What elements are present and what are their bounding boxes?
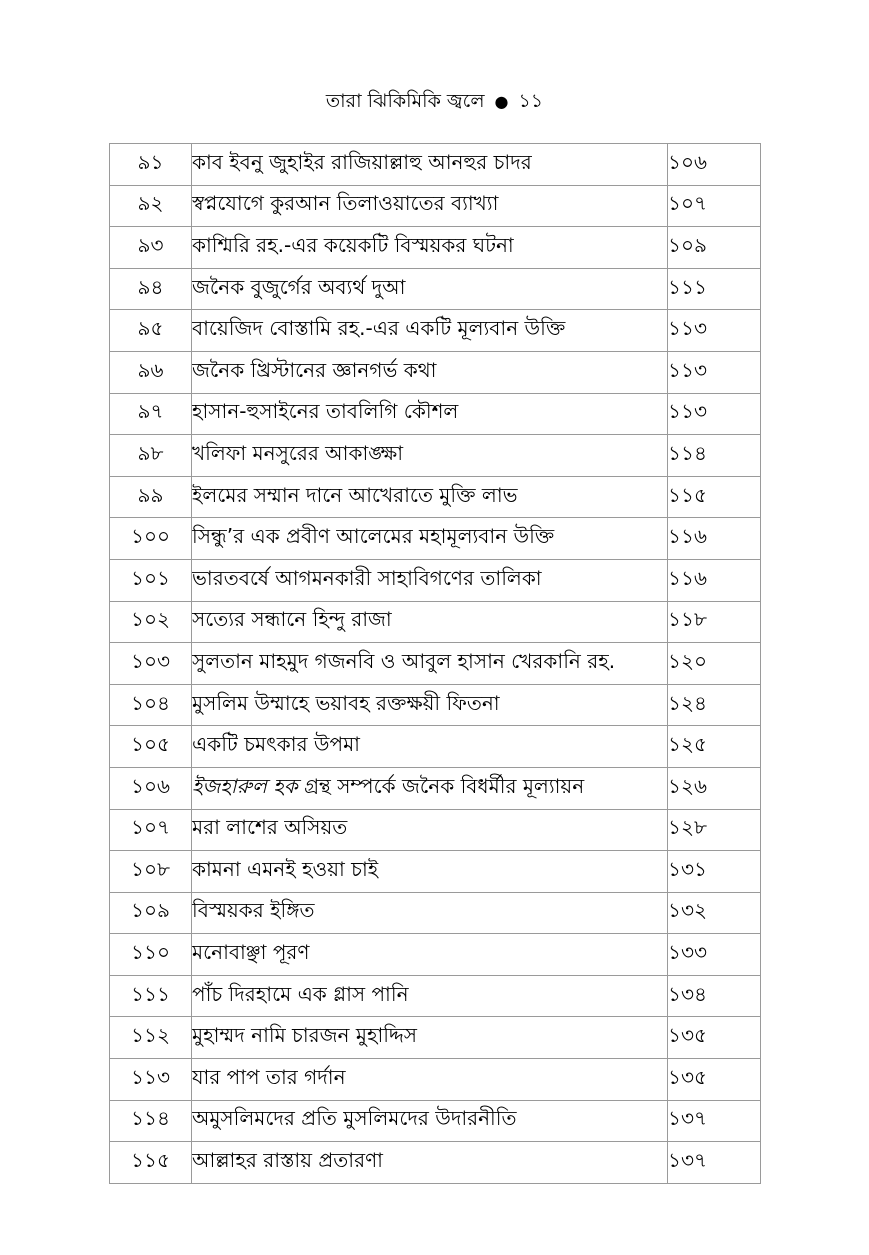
entry-title: বায়েজিদ বোস্তামি রহ.-এর একটি মূল্যবান উক্তি bbox=[192, 310, 668, 352]
entry-number: ৯৮ bbox=[110, 435, 192, 477]
toc-body bbox=[110, 144, 761, 1184]
table-row bbox=[110, 851, 761, 893]
entry-page: ১২৫ bbox=[668, 726, 761, 768]
entry-page: ১২৮ bbox=[668, 809, 761, 851]
entry-title: জনৈক বুজুর্গের অব্যর্থ দুআ bbox=[192, 268, 668, 310]
table-row bbox=[110, 144, 761, 186]
entry-title: স্বপ্নযোগে কুরআন তিলাওয়াতের ব্যাখ্যা bbox=[192, 185, 668, 227]
table-row bbox=[110, 809, 761, 851]
table-row bbox=[110, 1017, 761, 1059]
entry-page: ১১৬ bbox=[668, 559, 761, 601]
entry-number: ৯৫ bbox=[110, 310, 192, 352]
table-row bbox=[110, 767, 761, 809]
table-row bbox=[110, 1142, 761, 1184]
entry-page: ১৩৫ bbox=[668, 1017, 761, 1059]
table-row bbox=[110, 1100, 761, 1142]
table-row bbox=[110, 643, 761, 685]
page-header bbox=[0, 86, 869, 117]
entry-number: ১০২ bbox=[110, 601, 192, 643]
entry-title: একটি চমৎকার উপমা bbox=[192, 726, 668, 768]
page-number: ১১ bbox=[518, 90, 544, 112]
table-row bbox=[110, 559, 761, 601]
table-row bbox=[110, 975, 761, 1017]
entry-number: ১১৪ bbox=[110, 1100, 192, 1142]
entry-title: যার পাপ তার গর্দান bbox=[192, 1059, 668, 1101]
entry-title: আল্লাহর রাস্তায় প্রতারণা bbox=[192, 1142, 668, 1184]
entry-page: ১২৬ bbox=[668, 767, 761, 809]
table-row bbox=[110, 684, 761, 726]
entry-title: সিন্ধু’র এক প্রবীণ আলেমের মহামূল্যবান উক্তি bbox=[192, 518, 668, 560]
table-row bbox=[110, 476, 761, 518]
entry-page: ১১৩ bbox=[668, 351, 761, 393]
entry-number: ১০৪ bbox=[110, 684, 192, 726]
entry-title: মরা লাশের অসিয়ত bbox=[192, 809, 668, 851]
entry-number: ১০১ bbox=[110, 559, 192, 601]
entry-title: মুসলিম উম্মাহে ভয়াবহ রক্তক্ষয়ী ফিতনা bbox=[192, 684, 668, 726]
separator-bullet: ● bbox=[494, 92, 509, 111]
entry-title: মনোবাঞ্ছা পূরণ bbox=[192, 934, 668, 976]
entry-number: ১০৮ bbox=[110, 851, 192, 893]
book-title: তারা ঝিকিমিকি জ্বলে bbox=[325, 90, 485, 112]
table-row bbox=[110, 185, 761, 227]
entry-title: বিস্ময়কর ইঙ্গিত bbox=[192, 892, 668, 934]
entry-title: মুহাম্মদ নামি চারজন মুহাদ্দিস bbox=[192, 1017, 668, 1059]
entry-number: ১০৩ bbox=[110, 643, 192, 685]
table-row bbox=[110, 934, 761, 976]
entry-title: কাব ইবনু জুহাইর রাজিয়াল্লাহু আনহুর চাদর bbox=[192, 144, 668, 186]
table-row bbox=[110, 227, 761, 269]
entry-title: জনৈক খ্রিস্টানের জ্ঞানগর্ভ কথা bbox=[192, 351, 668, 393]
entry-page: ১৩৪ bbox=[668, 975, 761, 1017]
entry-page: ১১১ bbox=[668, 268, 761, 310]
entry-number: ১০৭ bbox=[110, 809, 192, 851]
entry-title: পাঁচ দিরহামে এক গ্লাস পানি bbox=[192, 975, 668, 1017]
entry-title: হাসান-হুসাইনের তাবলিগি কৌশল bbox=[192, 393, 668, 435]
table-of-contents bbox=[109, 143, 761, 1184]
entry-number: ১১২ bbox=[110, 1017, 192, 1059]
entry-title: কাশ্মিরি রহ.-এর কয়েকটি বিস্ময়কর ঘটনা bbox=[192, 227, 668, 269]
entry-number: ১১১ bbox=[110, 975, 192, 1017]
entry-page: ১১৬ bbox=[668, 518, 761, 560]
entry-title bbox=[192, 767, 668, 809]
entry-number: ১০৬ bbox=[110, 767, 192, 809]
entry-title: কামনা এমনই হওয়া চাই bbox=[192, 851, 668, 893]
entry-title: খলিফা মনসুরের আকাঙ্ক্ষা bbox=[192, 435, 668, 477]
entry-page: ১০৯ bbox=[668, 227, 761, 269]
entry-title-rest: গ্রন্থ সম্পর্কে জনৈক বিধর্মীর মূল্যায়ন bbox=[297, 773, 585, 798]
entry-page: ১৩২ bbox=[668, 892, 761, 934]
table-row bbox=[110, 393, 761, 435]
entry-title: ইলমের সম্মান দানে আখেরাতে মুক্তি লাভ bbox=[192, 476, 668, 518]
table-row bbox=[110, 892, 761, 934]
entry-number: ৯৭ bbox=[110, 393, 192, 435]
entry-number: ৯৬ bbox=[110, 351, 192, 393]
entry-number: ১০৯ bbox=[110, 892, 192, 934]
entry-number: ১১৩ bbox=[110, 1059, 192, 1101]
table-row bbox=[110, 268, 761, 310]
entry-number: ১১৫ bbox=[110, 1142, 192, 1184]
entry-page: ১১৫ bbox=[668, 476, 761, 518]
table-row bbox=[110, 726, 761, 768]
entry-title: অমুসলিমদের প্রতি মুসলিমদের উদারনীতি bbox=[192, 1100, 668, 1142]
entry-number: ৯৩ bbox=[110, 227, 192, 269]
table-row bbox=[110, 351, 761, 393]
entry-page: ১২০ bbox=[668, 643, 761, 685]
table-row bbox=[110, 518, 761, 560]
entry-page: ১০৬ bbox=[668, 144, 761, 186]
table-row bbox=[110, 435, 761, 477]
entry-title-italic: ইজহারুল হক bbox=[192, 773, 298, 798]
entry-number: ১০৫ bbox=[110, 726, 192, 768]
entry-page: ১৩৭ bbox=[668, 1100, 761, 1142]
table-row bbox=[110, 601, 761, 643]
table-row bbox=[110, 1059, 761, 1101]
entry-page: ১২৪ bbox=[668, 684, 761, 726]
entry-number: ৯৪ bbox=[110, 268, 192, 310]
entry-page: ১১৮ bbox=[668, 601, 761, 643]
entry-title: সুলতান মাহমুদ গজনবি ও আবুল হাসান খেরকানি রহ. bbox=[192, 643, 668, 685]
entry-number: ১১০ bbox=[110, 934, 192, 976]
entry-page: ১৩৩ bbox=[668, 934, 761, 976]
entry-page: ১৩৫ bbox=[668, 1059, 761, 1101]
entry-number: ৯৯ bbox=[110, 476, 192, 518]
entry-number: ১০০ bbox=[110, 518, 192, 560]
entry-page: ১০৭ bbox=[668, 185, 761, 227]
entry-page: ১১৩ bbox=[668, 393, 761, 435]
entry-page: ১১৩ bbox=[668, 310, 761, 352]
entry-title: সত্যের সন্ধানে হিন্দু রাজা bbox=[192, 601, 668, 643]
entry-number: ৯১ bbox=[110, 144, 192, 186]
entry-page: ১১৪ bbox=[668, 435, 761, 477]
entry-page: ১৩৭ bbox=[668, 1142, 761, 1184]
entry-page: ১৩১ bbox=[668, 851, 761, 893]
table-row bbox=[110, 310, 761, 352]
entry-number: ৯২ bbox=[110, 185, 192, 227]
entry-title: ভারতবর্ষে আগমনকারী সাহাবিগণের তালিকা bbox=[192, 559, 668, 601]
